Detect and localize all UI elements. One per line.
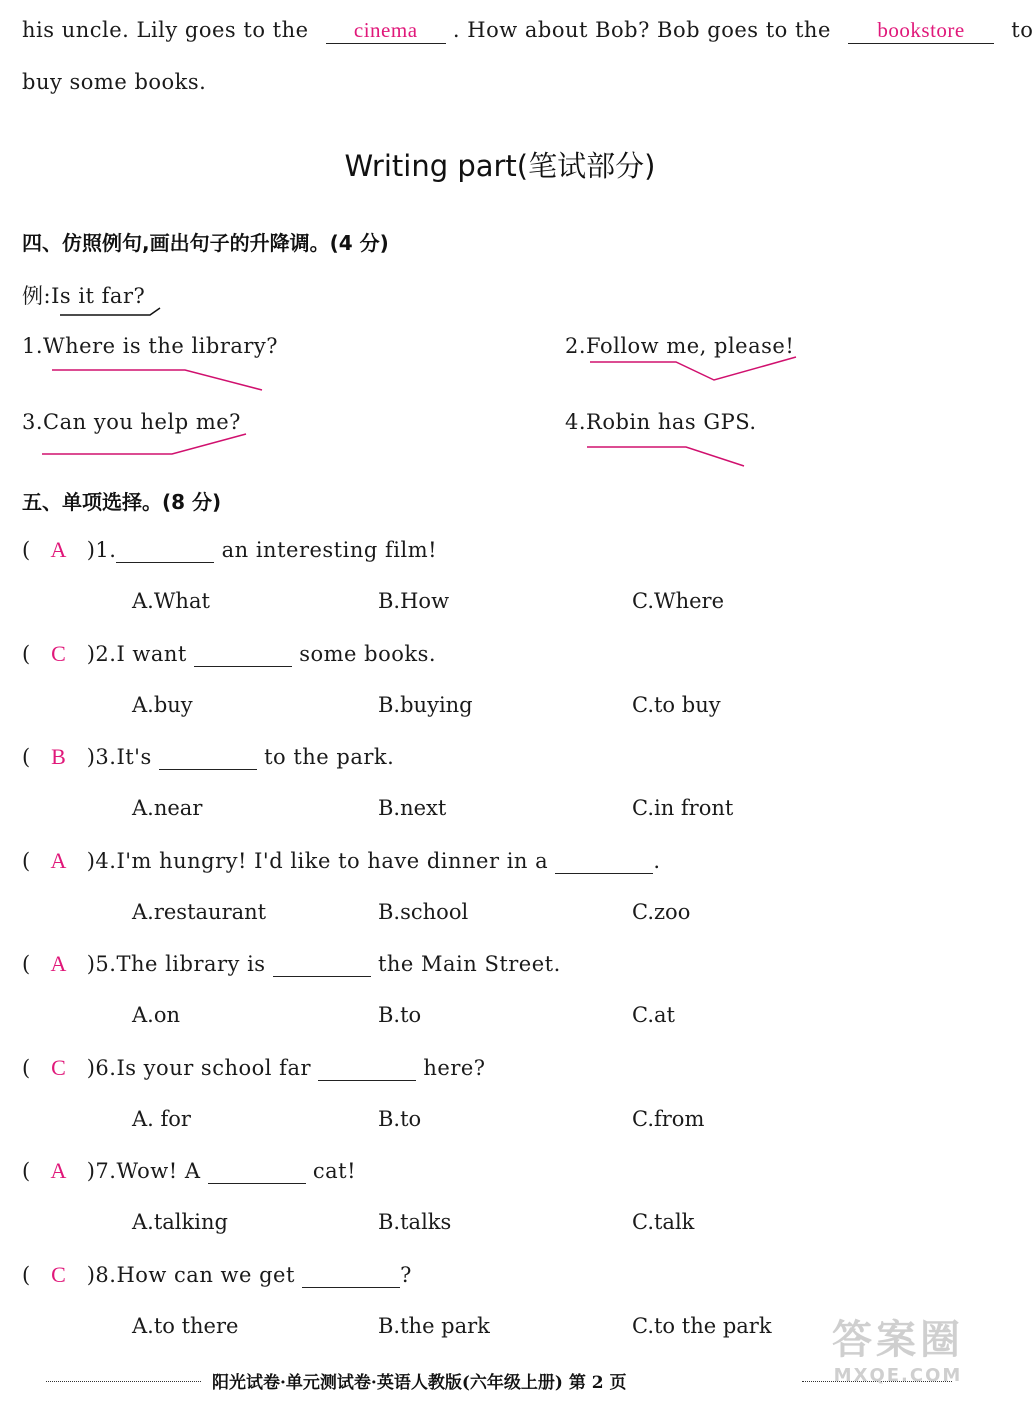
question-row	[22, 1158, 356, 1184]
option-c: C.to the park	[632, 1314, 772, 1338]
question-text-before: I want	[116, 642, 195, 666]
passage-line-2: buy some books.	[22, 70, 207, 94]
answer-paren-open: (	[22, 952, 31, 976]
question-row	[22, 1262, 412, 1288]
question-number: )5.	[86, 952, 117, 976]
option-b: B.to	[378, 1003, 422, 1027]
question-answer: A	[50, 951, 67, 976]
question-number: )3.	[86, 745, 117, 769]
intonation-item-3: 3.Can you help me?	[22, 410, 241, 434]
option-c: C.to buy	[632, 693, 721, 717]
question-number: )8.	[86, 1263, 117, 1287]
option-c: C.at	[632, 1003, 675, 1027]
item-2-falling-mark	[590, 357, 796, 380]
question-blank	[302, 1263, 400, 1288]
question-blank	[116, 538, 214, 563]
question-text-before: Wow! A	[116, 1159, 208, 1183]
item-1-falling-mark	[52, 370, 262, 390]
question-number: )7.	[86, 1159, 117, 1183]
option-c: C.from	[632, 1107, 705, 1131]
question-blank	[273, 952, 371, 977]
option-b: B.school	[378, 900, 469, 924]
question-row	[22, 848, 661, 874]
question-answer: A	[50, 1158, 67, 1183]
question-text-after: to the park.	[256, 745, 395, 769]
question-text-after: some books.	[292, 642, 437, 666]
question-number: )1.	[86, 538, 117, 562]
question-answer: C	[51, 1055, 67, 1080]
watermark-line-2: MXQE.COM	[833, 1365, 963, 1386]
watermark-logo	[818, 1308, 978, 1386]
answer-bookstore: bookstore	[877, 18, 965, 42]
option-c: C.zoo	[632, 900, 691, 924]
answer-paren-open: (	[22, 1159, 31, 1183]
option-b: B.the park	[378, 1314, 490, 1338]
question-blank	[194, 642, 292, 667]
page-title: Writing part(笔试部分)	[344, 149, 656, 183]
answer-paren-open: (	[22, 538, 31, 562]
item-3-rising-mark	[42, 434, 246, 454]
intonation-item-4: 4.Robin has GPS.	[565, 410, 757, 434]
option-a: A.talking	[132, 1210, 228, 1234]
section-5-title: 五、单项选择。(8 分)	[22, 490, 222, 514]
answer-paren-open: (	[22, 1056, 31, 1080]
question-text-before: I'm hungry! I'd like to have dinner in a	[116, 849, 556, 873]
option-b: B.next	[378, 796, 447, 820]
question-text-after: .	[653, 849, 661, 873]
question-row	[22, 1055, 486, 1081]
question-blank	[159, 745, 257, 770]
intonation-item-1: 1.Where is the library?	[22, 334, 279, 358]
answer-cinema: cinema	[353, 18, 418, 42]
example-underline-rising	[60, 308, 160, 315]
option-a: A.on	[132, 1003, 181, 1027]
question-text-after: the Main Street.	[370, 952, 561, 976]
question-text-after: cat!	[305, 1159, 357, 1183]
item-4-falling-mark	[587, 447, 744, 466]
question-number: )6.	[86, 1056, 117, 1080]
section-4-example: 例:Is it far?	[22, 284, 146, 308]
answer-paren-open: (	[22, 745, 31, 769]
question-row	[22, 641, 436, 667]
question-answer: A	[50, 848, 67, 873]
question-row	[22, 951, 561, 977]
option-a: A.What	[132, 589, 210, 613]
question-answer: C	[51, 641, 67, 666]
option-c: C.Where	[632, 589, 724, 613]
question-text-before: Is your school far	[116, 1056, 319, 1080]
option-c: C.in front	[632, 796, 734, 820]
question-answer: A	[50, 537, 67, 562]
question-blank	[208, 1159, 306, 1184]
option-b: B.talks	[378, 1210, 452, 1234]
question-blank	[555, 849, 653, 874]
question-text-after: here?	[416, 1056, 486, 1080]
option-a: A.restaurant	[132, 900, 267, 924]
section-4-title: 四、仿照例句,画出句子的升降调。(4 分)	[22, 231, 389, 255]
question-row	[22, 744, 394, 770]
option-a: A. for	[132, 1107, 191, 1131]
footer-text: 阳光试卷·单元测试卷·英语人教版(六年级上册) 第 2 页	[212, 1373, 627, 1393]
option-b: B.to	[378, 1107, 422, 1131]
footer-dots-left	[46, 1381, 201, 1382]
option-a: A.near	[132, 796, 203, 820]
option-b: B.How	[378, 589, 450, 613]
option-b: B.buying	[378, 693, 473, 717]
question-text-before: It's	[116, 745, 159, 769]
question-answer: C	[51, 1262, 67, 1287]
passage-text-b: . How about Bob? Bob goes to the	[452, 18, 831, 42]
answer-paren-open: (	[22, 1263, 31, 1287]
option-a: A.to there	[132, 1314, 239, 1338]
watermark-line-1: 答案圈	[832, 1317, 964, 1363]
question-text-after: an interesting film!	[214, 538, 438, 562]
question-blank	[318, 1056, 416, 1081]
question-answer: B	[51, 744, 67, 769]
question-text-before: The library is	[116, 952, 273, 976]
answer-paren-open: (	[22, 642, 31, 666]
question-text-before: How can we get	[116, 1263, 303, 1287]
option-a: A.buy	[132, 693, 193, 717]
question-text-after: ?	[400, 1263, 412, 1287]
passage-text-a: his uncle. Lily goes to the	[22, 18, 309, 42]
answer-paren-open: (	[22, 849, 31, 873]
question-row	[22, 537, 437, 563]
question-number: )2.	[86, 642, 117, 666]
option-c: C.talk	[632, 1210, 695, 1234]
question-number: )4.	[86, 849, 117, 873]
intonation-item-2: 2.Follow me, please!	[565, 334, 795, 358]
passage-text-c: to	[1011, 18, 1033, 42]
